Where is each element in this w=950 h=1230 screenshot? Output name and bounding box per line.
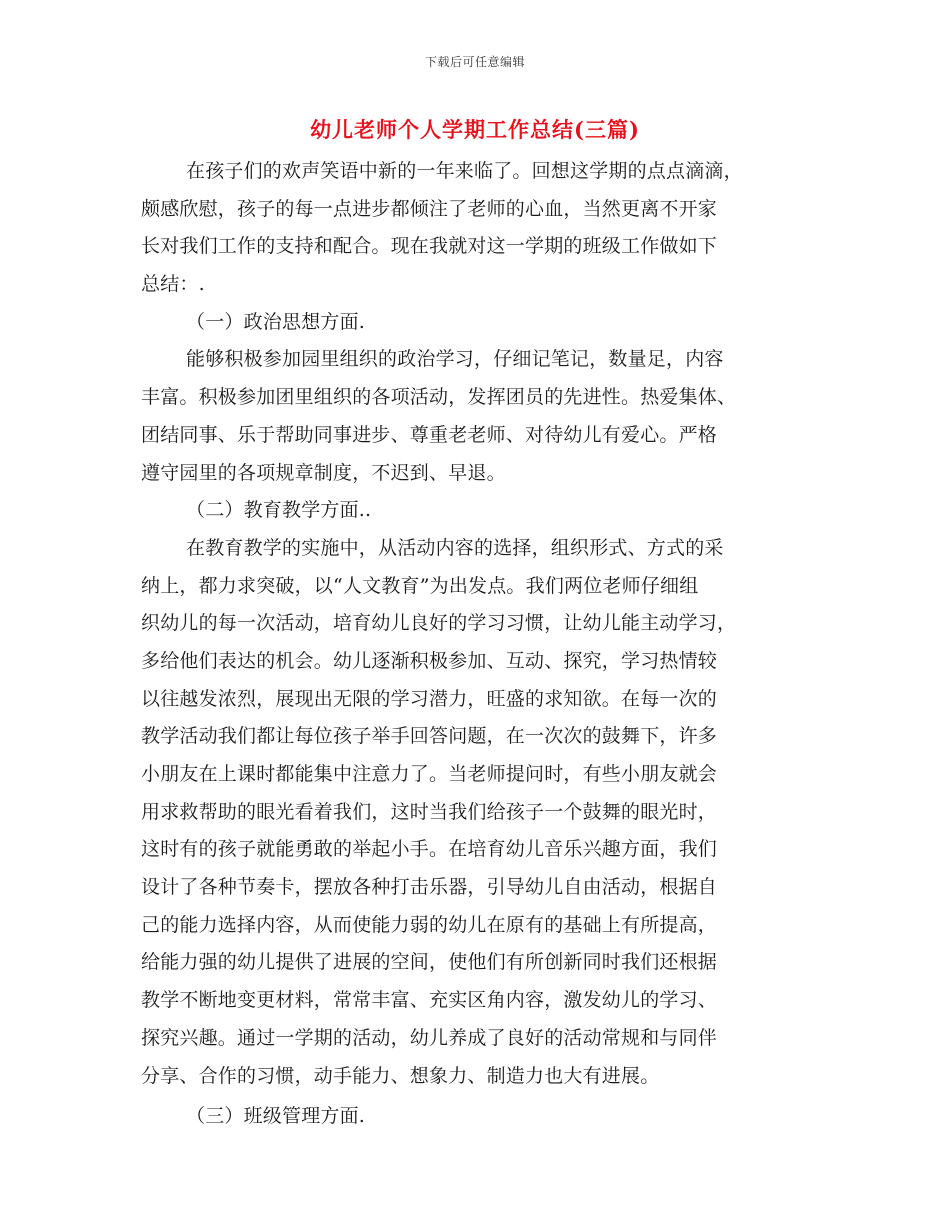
paragraph-line: 教学不断地变更材料，常常丰富、充实区角内容，激发幼儿的学习、 [141,989,718,1012]
paragraph-line: 这时有的孩子就能勇敢的举起小手。在培育幼儿音乐兴趣方面，我们 [141,838,718,861]
paragraph-line: 探究兴趣。通过一学期的活动，幼儿养成了良好的活动常规和与同伴 [141,1026,718,1049]
paragraph-line: 能够积极参加园里组织的政治学习，仔细记笔记，数量足，内容 [186,348,724,371]
paragraph-line: 团结同事、乐于帮助同事进步、尊重老老师、对待幼儿有爱心。严格 [141,423,718,446]
paragraph-line: 教学活动我们都让每位孩子举手回答问题，在一次次的鼓舞下，许多 [141,725,718,748]
paragraph-line: 长对我们工作的支持和配合。现在我就对这一学期的班级工作做如下 [141,235,718,258]
paragraph-line: 纳上，都力求突破，以“人文教育”为出发点。我们两位老师仔细组 [141,574,699,597]
paragraph-line: 给能力强的幼儿提供了进展的空间，使他们有所创新同时我们还根据 [141,951,718,974]
paragraph-line: 分享、合作的习惯，动手能力、想象力、制造力也大有进展。 [141,1064,660,1087]
paragraph-line: 在教育教学的实施中，从活动内容的选择，组织形式、方式的采 [186,536,724,559]
document-title: 幼儿老师个人学期工作总结(三篇) [310,117,640,142]
section-heading-2: （二）教育教学方面.. [186,499,372,522]
paragraph-line: 在孩子们的欢声笑语中新的一年来临了。回想这学期的点点滴滴， [186,160,743,182]
paragraph-line: 丰富。积极参加团里组织的各项活动，发挥团员的先进性。热爱集体、 [141,386,737,409]
paragraph-line: 小朋友在上课时都能集中注意力了。当老师提问时，有些小朋友就会 [141,763,718,785]
paragraph-line: 织幼儿的每一次活动，培育幼儿良好的学习习惯，让幼儿能主动学习， [141,612,737,635]
document-body [141,153,811,1136]
paragraph-line: 总结：. [141,273,205,296]
paragraph-line: 用求救帮助的眼光看着我们，这时当我们给孩子一个鼓舞的眼光时， [141,800,718,823]
paragraph-line: 遵守园里的各项规章制度，不迟到、早退。 [141,461,506,484]
paragraph-line: 多给他们表达的机会。幼儿逐渐积极参加、互动、探究，学习热情较 [141,649,718,672]
paragraph-line: 己的能力选择内容，从而使能力弱的幼儿在原有的基础上有所提高， [141,913,718,936]
paragraph-line: 设计了各种节奏卡，摆放各种打击乐器，引导幼儿自由活动，根据自 [141,876,718,899]
section-heading-3: （三）班级管理方面. [186,1105,366,1128]
header-note: 下载后可任意编辑 [424,55,525,69]
section-heading-1: （一）政治思想方面. [186,310,366,333]
paragraph-line: 颇感欣慰，孩子的每一点进步都倾注了老师的心血，当然更离不开家 [141,197,718,220]
paragraph-line: 以往越发浓烈，展现出无限的学习潜力，旺盛的求知欲。在每一次的 [141,687,718,710]
